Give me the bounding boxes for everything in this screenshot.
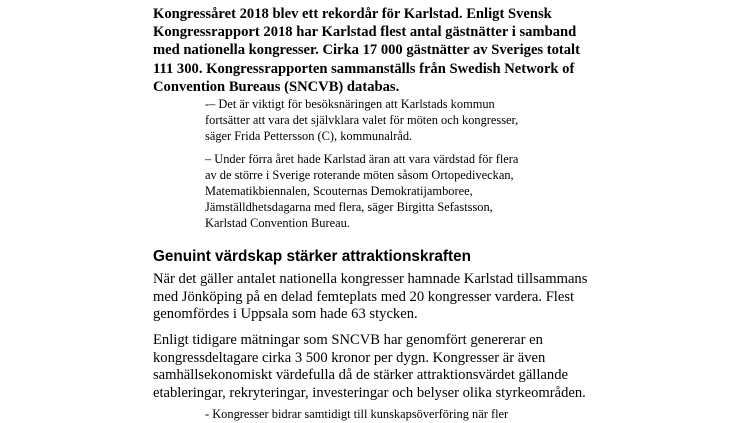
body-paragraph-economics: Enligt tidigare mätningar som SNCVB har genomfört genererar en kongressdeltagare cirka 3 500 kronor per dygn. Kongresser är även samhällsekonomiskt värdefulla då de stärker attraktionsvärdet gällande etableringar, rekryteringar, investeringar och belyser olika styrkeområden. [153, 332, 586, 401]
quote-frida-pettersson: -– Det är viktigt för besöksnäringen att Karlstads kommun fortsätter att vara det självklara valet för möten och kongresser, säger Frida Pettersson (C), kommunalråd. [205, 97, 519, 143]
section-heading: Genuint värdskap stärker attraktionskraften [153, 248, 471, 265]
lead-paragraph: Kongressåret 2018 blev ett rekordår för Karlstad. Enligt Svensk Kongressrapport 2018 har Karlstad flest antal gästnätter i samband med nationella kongresser. Cirka 17 000 gästnätter av Sveriges totalt 111 300. Kongressrapporten sammanställs från Swedish Network of Convention Bureaus (SNCVB) databas. [153, 6, 580, 95]
body-paragraph-ranking: När det gäller antalet nationella kongresser hamnade Karlstad tillsammans med Jönköping på en delad femteplats med 20 kongresser vardera. Flest genomfördes i Uppsala som hade 63 stycken. [153, 271, 588, 323]
quote-knowledge-transfer: - Kongresser bidrar samtidigt till kunskapsöverföring när fler [205, 407, 509, 421]
quote-birgitta-sefastsson: – Under förra året hade Karlstad äran att vara värdstad för flera av de större i Sverige roterande möten såsom Ortopediveckan, Matematikbiennalen, Scouternas Demokratijamboree, Jämställdhetsdagarna med flera, säger Birgitta Sefastsson, Karlstad Convention Bureau. [205, 152, 519, 230]
